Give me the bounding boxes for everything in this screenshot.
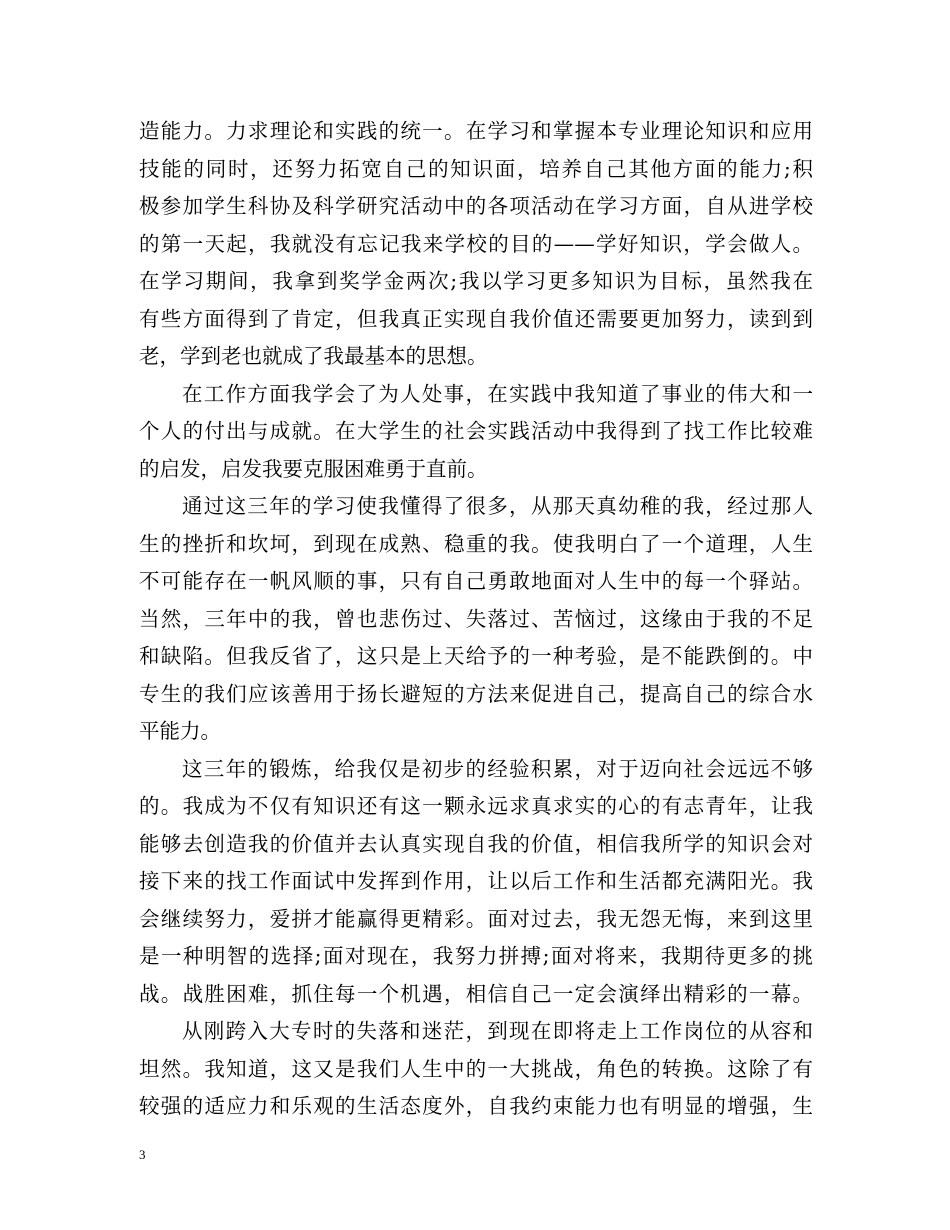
text-line: 平能力。 <box>139 719 221 743</box>
text-line: 有些方面得到了肯定，但我真正实现自我价值还需要更加努力，读到到 <box>139 306 813 331</box>
text-line: 接下来的找工作面试中发挥到作用，让以后工作和生活都充满阳光。我 <box>139 869 813 893</box>
text-line: 从刚跨入大专时的失落和迷茫，到现在即将走上工作岗位的从容和 <box>182 1019 813 1043</box>
text-line: 这三年的锻炼，给我仅是初步的经验积累，对于迈向社会远远不够 <box>182 756 813 781</box>
text-line: 极参加学生科协及科学研究活动中的各项活动在学习方面，自从进学校 <box>139 194 813 218</box>
text-line: 造能力。力求理论和实践的统一。在学习和掌握本专业理论知识和应用 <box>139 119 813 143</box>
text-line: 能够去创造我的价值并去认真实现自我的价值，相信我所学的知识会对 <box>139 831 813 856</box>
text-line: 不可能存在一帆风顺的事，只有自己勇敢地面对人生中的每一个驿站。 <box>139 569 813 593</box>
text-line: 会继续努力，爱拼才能赢得更精彩。面对过去，我无怨无悔，来到这里 <box>139 906 813 931</box>
text-line: 是一种明智的选择;面对现在，我努力拼搏;面对将来，我期待更多的挑 <box>139 944 813 968</box>
text-line: 当然，三年中的我，曾也悲伤过、失落过、苦恼过，这缘由于我的不足 <box>139 606 813 631</box>
text-line: 战。战胜困难，抓住每一个机遇，相信自己一定会演绎出精彩的一幕。 <box>139 981 813 1006</box>
text-line: 的启发，启发我要克服困难勇于直前。 <box>139 456 488 481</box>
text-line: 通过这三年的学习使我懂得了很多，从那天真幼稚的我，经过那人 <box>182 494 813 518</box>
text-line: 较强的适应力和乐观的生活态度外，自我约束能力也有明显的增强，生 <box>139 1094 813 1118</box>
text-line: 和缺陷。但我反省了，这只是上天给予的一种考验，是不能跌倒的。中 <box>139 644 813 668</box>
text-line: 的第一天起，我就没有忘记我来学校的目的——学好知识，学会做人。 <box>139 231 813 256</box>
text-line: 在工作方面我学会了为人处事，在实践中我知道了事业的伟大和一 <box>182 381 813 406</box>
text-line: 在学习期间，我拿到奖学金两次;我以学习更多知识为目标，虽然我在 <box>139 269 813 293</box>
text-line: 的。我成为不仅有知识还有这一颗永远求真求实的心的有志青年，让我 <box>139 794 813 818</box>
text-line: 老，学到老也就成了我最基本的思想。 <box>139 344 488 368</box>
text-line: 个人的付出与成就。在大学生的社会实践活动中我得到了找工作比较难 <box>139 419 813 443</box>
text-line: 技能的同时，还努力拓宽自己的知识面，培养自己其他方面的能力;积 <box>139 156 813 181</box>
text-line: 生的挫折和坎坷，到现在成熟、稳重的我。使我明白了一个道理，人生 <box>139 531 813 556</box>
page-number: 3 <box>139 1147 146 1162</box>
text-line: 专生的我们应该善用于扬长避短的方法来促进自己，提高自己的综合水 <box>139 681 813 706</box>
body-text <box>139 113 813 1126</box>
text-line: 坦然。我知道，这又是我们人生中的一大挑战，角色的转换。这除了有 <box>139 1056 813 1081</box>
